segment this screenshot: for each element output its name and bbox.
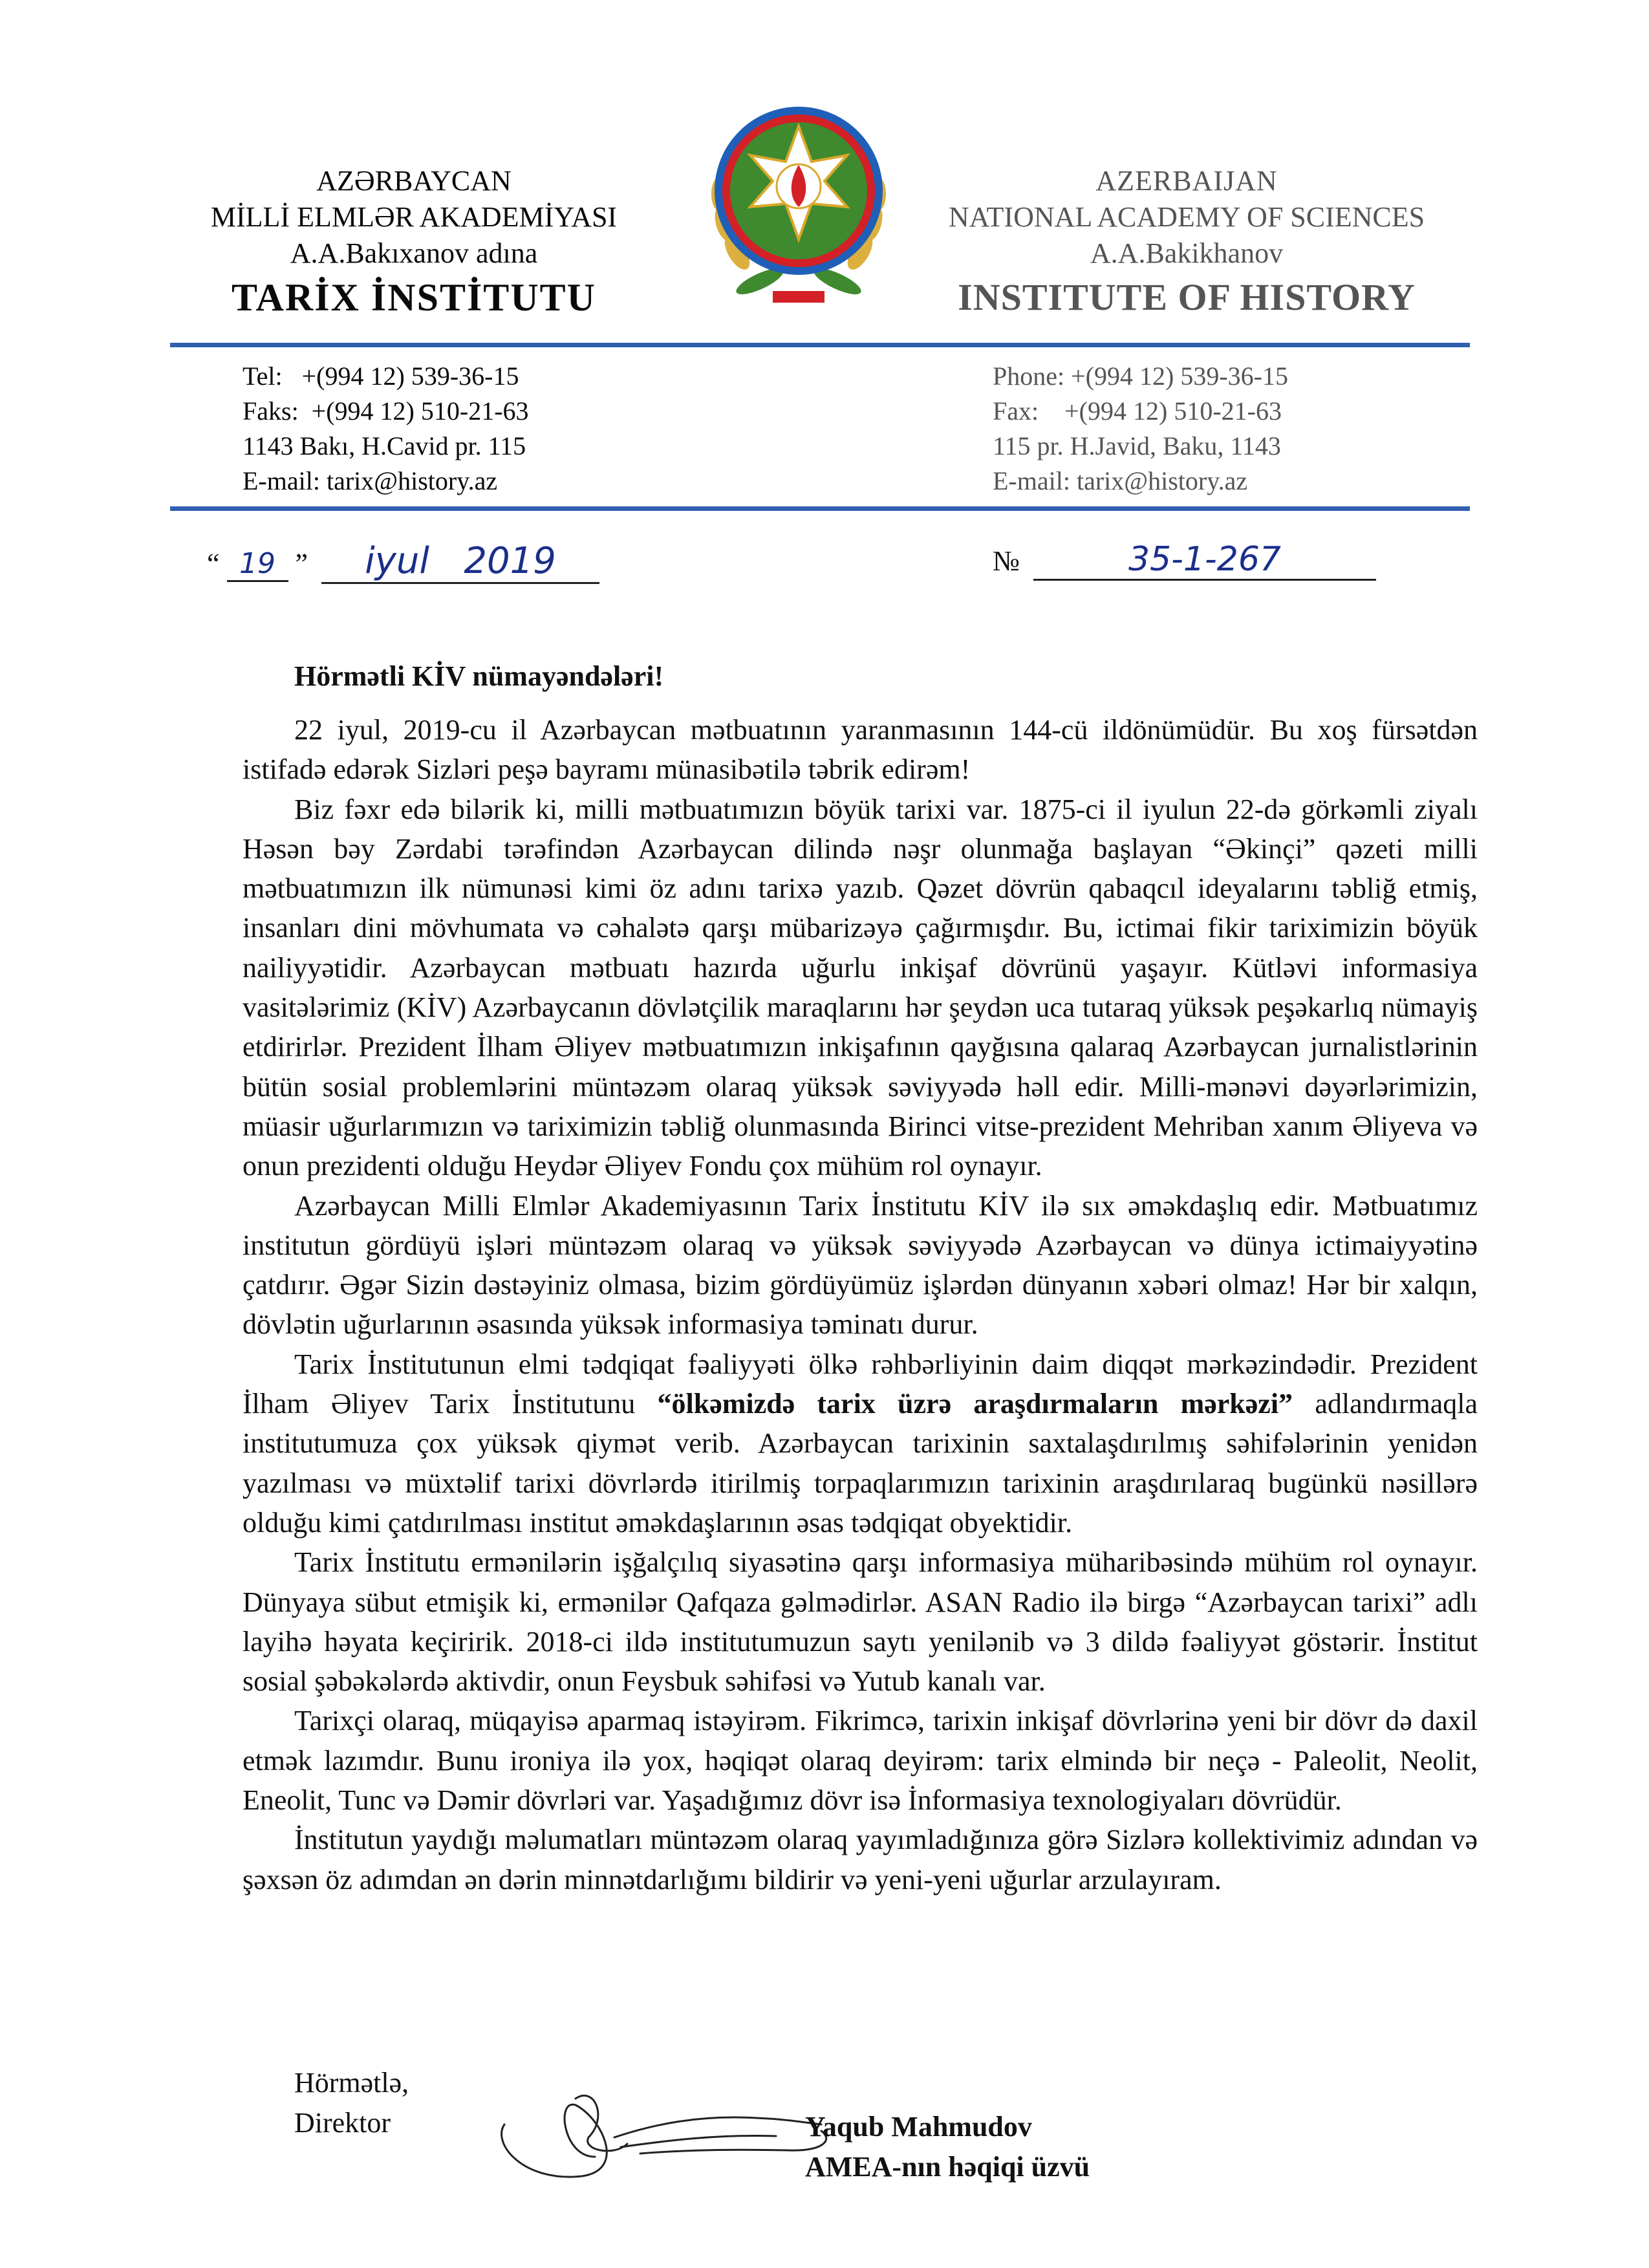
number-label: №: [993, 545, 1020, 577]
date-day: 19: [227, 547, 288, 582]
header-left: [162, 163, 666, 323]
contact-address: 1143 Bakı, H.Cavid pr. 115: [242, 431, 526, 460]
signer-block: [805, 2107, 1090, 2187]
contact-address-en: 115 pr. H.Javid, Baku, 1143: [993, 431, 1281, 460]
header-right-institute: INSTITUTE OF HISTORY: [958, 276, 1416, 318]
header-divider-top: [170, 343, 1470, 347]
contacts-left: [242, 359, 529, 499]
paragraph-bold-quote: [242, 1345, 1478, 1542]
date-open-quote: “: [207, 548, 220, 579]
closing: [294, 2063, 409, 2143]
closing-regards: Hörmətlə,: [294, 2067, 409, 2099]
signer-title: AMEA-nın həqiqi üzvü: [805, 2151, 1090, 2183]
letter-number: [993, 540, 1376, 581]
header-right-country: AZERBAIJAN: [1095, 165, 1278, 197]
date-year: 2019: [464, 540, 556, 582]
contact-phone: Tel: +(994 12) 539-36-15: [242, 362, 519, 391]
paragraph-part: adlandırmaqla institutumuza çox yüksək qiymət verib. Azərbaycan tarixinin saxtalaşdırılmış səhifələrinin yenidən yazılması və müxtəlif tarixi dövrlərdə itirilmiş torpaqlarımızın tarixinin araşdırılaraq bugünkü nəsillərə olduğu kimi çatdırılması institut əməkdaşlarının əsas tədqiqat obyektidir.: [242, 1388, 1478, 1539]
contact-fax: Faks: +(994 12) 510-21-63: [242, 396, 529, 426]
header-left-named-after: A.A.Bakıxanov adına: [290, 237, 538, 269]
header-left-country: AZƏRBAYCAN: [316, 165, 512, 197]
date-month: iyul: [365, 540, 429, 582]
paragraph: 22 iyul, 2019-cu il Azərbaycan mətbuatının yaranmasının 144-cü ildönümüdür. Bu xoş fürsətdən istifadə edərək Sizləri peşə bayramı münasibətilə təbrik edirəm!: [242, 714, 1478, 786]
bold-quote: “ölkəmizdə tarix üzrə araşdırmaların mərkəzi”: [657, 1388, 1293, 1420]
contact-email-en: E-mail: tarix@history.az: [993, 466, 1248, 495]
paragraph-part: Tarix İnstitutunun elmi tədqiqat fəaliyyəti ölkə rəhbərliyinin daim diqqət mərkəzindədir. Prezident İlham Əliyev Tarix İnstitutunu: [242, 1348, 1478, 1420]
header-left-institute: TARİX İNSTİTUTU: [231, 276, 597, 319]
number-value: 35-1-267: [1033, 540, 1376, 581]
paragraph: Azərbaycan Milli Elmlər Akademiyasının Tarix İnstitutu KİV ilə sıx əməkdaşlıq edir. Mətbuatımız institutun gördüyü işləri müntəzəm olaraq və yüksək səviyyədə Azərbaycan və dünya ictimaiyyətinə çatdırır. Əgər Sizin dəstəyiniz olmasa, bizim gördüyümüz işlərdən dünyanın xəbəri olmaz! Hər bir xalqın, dövlətin uğurlarının əsasında yüksək informasiya təminatı durur.: [242, 1189, 1478, 1341]
header-left-academy: MİLLİ ELMLƏR AKADEMİYASI: [210, 201, 618, 233]
date-month-year: [321, 540, 599, 584]
closing-position: Direktor: [294, 2107, 391, 2139]
paragraph: İnstitutun yaydığı məlumatları müntəzəm olaraq yayımladığınıza görə Sizlərə kollektivimiz adından və şəxsən öz adımdan ən dərin minnətdarlığımı bildirir və yeni-yeni uğurlar arzulayıram.: [242, 1824, 1478, 1895]
date-close-quote: ”: [295, 548, 308, 579]
letter-body: [242, 710, 1478, 1899]
letter-date: [207, 540, 599, 584]
paragraph: Tarix İnstitutu ermənilərin işğalçılıq siyasətinə qarşı informasiya müharibəsində mühüm rol oynayır. Dünyaya sübut etmişik ki, ermənilər Qafqaza gəlmədirlər. ASAN Radio ilə birgə “Azərbaycan tarixi” adlı layihə həyata keçiririk. 2018-ci ildə institutumuzun saytı yenilənib və 3 dildə fəaliyyət göstərir. İnstitut sosial şəbəkələrdə aktivdir, onun Feysbuk səhifəsi və Yutub kanalı var.: [242, 1546, 1478, 1698]
contact-phone-en: Phone: +(994 12) 539-36-15: [993, 362, 1288, 391]
signer-name: Yaqub Mahmudov: [805, 2111, 1032, 2143]
header-divider-bottom: [170, 506, 1470, 511]
contact-email: E-mail: tarix@history.az: [242, 466, 498, 495]
header-right-named-after: A.A.Bakikhanov: [1090, 237, 1284, 269]
contacts-right: [993, 359, 1288, 499]
header-right-academy: NATIONAL ACADEMY OF SCIENCES: [948, 201, 1425, 233]
paragraph: Tarixçi olaraq, müqayisə aparmaq istəyirəm. Fikrimcə, tarixin inkişaf dövrlərinə yeni bir dövr də daxil etmək lazımdır. Bunu ironiya ilə yox, həqiqət olaraq deyirəm: tarix elmində bir neçə - Paleolit, Neolit, Eneolit, Tunc və Dəmir dövrləri var. Yaşadığımız dövr isə İnformasiya texnologiyaları dövrüdür.: [242, 1705, 1478, 1817]
contact-fax-en: Fax: +(994 12) 510-21-63: [993, 396, 1282, 426]
handwritten-signature: [485, 2079, 847, 2196]
state-emblem-icon: [692, 78, 905, 317]
header-right: [918, 163, 1455, 323]
letter-greeting: Hörmətli KİV nümayəndələri!: [294, 660, 664, 692]
paragraph: Biz fəxr edə bilərik ki, milli mətbuatımızın böyük tarixi var. 1875-ci il iyulun 22-də görkəmli ziyalı Həsən bəy Zərdabi tərəfindən Azərbaycan dilində nəşr olunmağa başlayan “Əkinçi” qəzeti milli mətbuatımızın ilk nümunəsi kimi öz adını tarixə yazıb. Qəzet dövrün qabaqcıl ideyalarını təbliğ etmiş, insanları dini mövhumata və cəhalətə qarşı mübarizəyə çağırmışdır. Bu, ictimai fikir tariximizin böyük nailiyyətidir. Azərbaycan mətbuatı hazırda uğurlu inkişaf dövrünü yaşayır. Kütləvi informasiya vasitələrimiz (KİV) Azərbaycanın dövlətçilik maraqlarını hər şeydən uca tutaraq yüksək peşəkarlıq nümayiş etdirirlər. Prezident İlham Əliyev mətbuatımızın inkişafının qayğısına qalaraq Azərbaycan jurnalistlərinin bütün sosial problemlərini müntəzəm olaraq yüksək səviyyədə həll edir. Milli-mənəvi dəyərlərimizin, müasir uğurlarımızın və tariximizin təbliğ olunmasında Birinci vitse-prezident Mehriban xanım Əliyeva və onun prezidenti olduğu Heydər Əliyev Fondu çox mühüm rol oynayır.: [242, 793, 1478, 1182]
